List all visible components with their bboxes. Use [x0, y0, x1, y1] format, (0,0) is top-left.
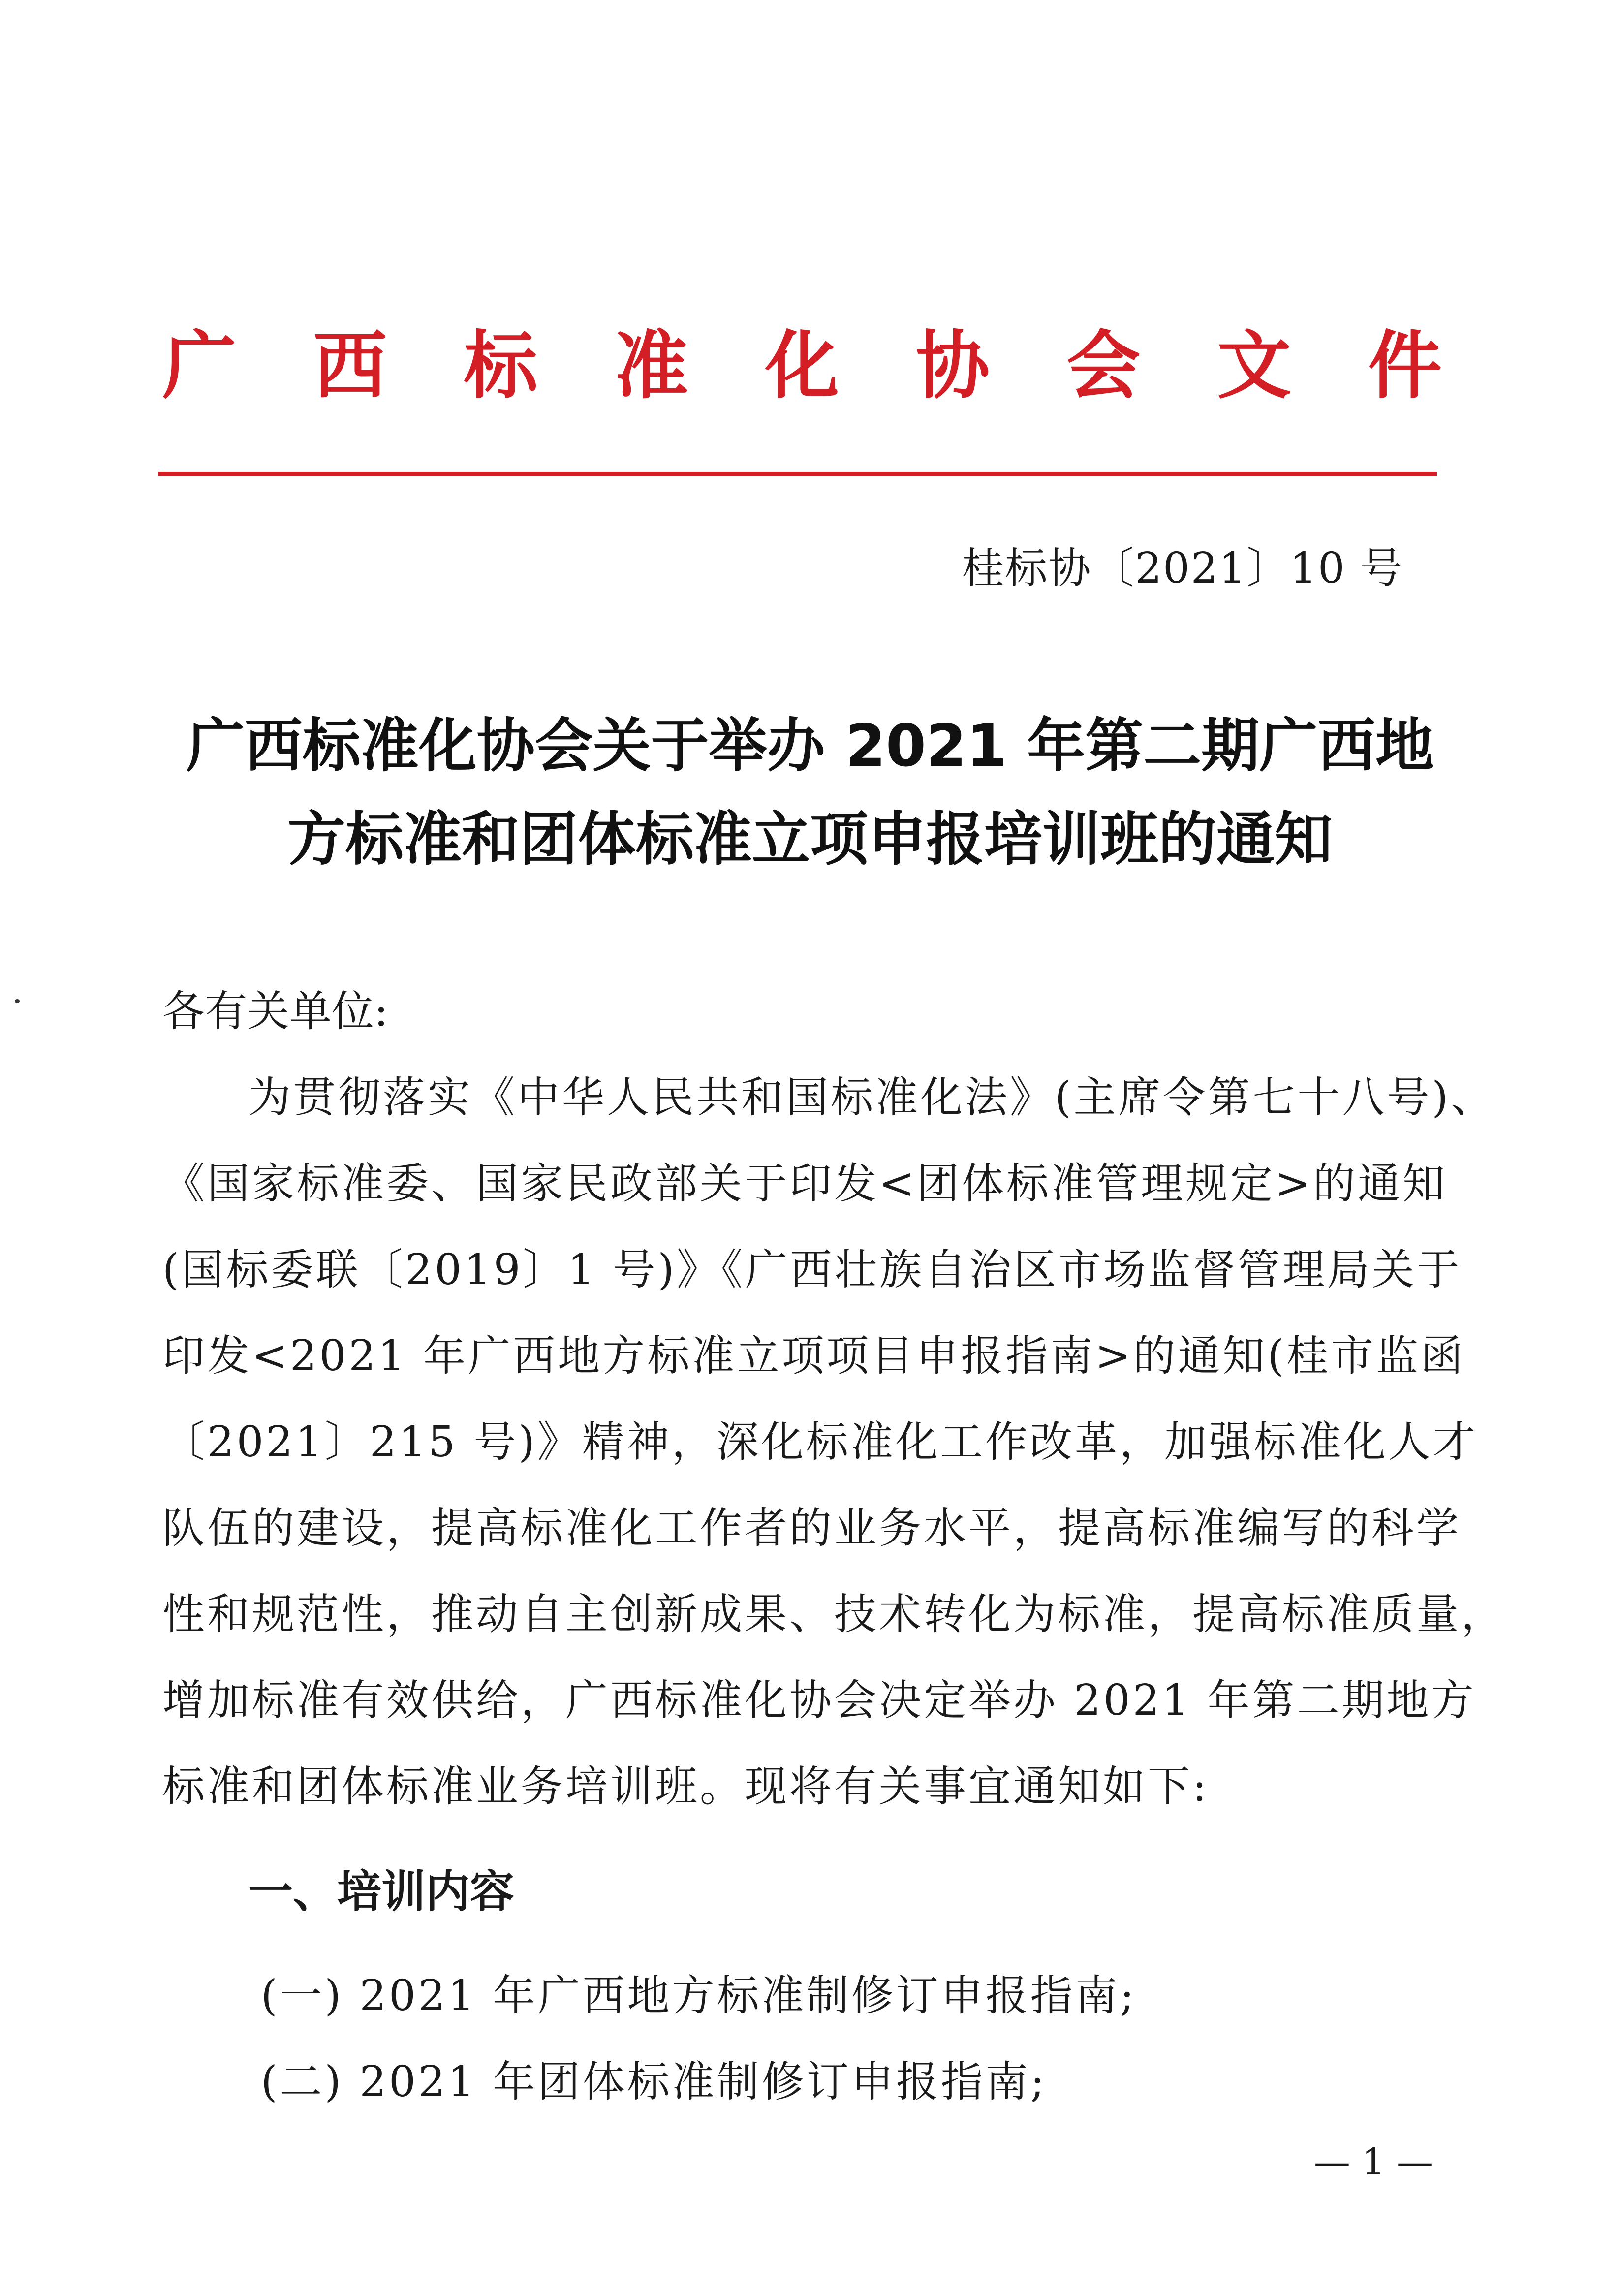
masthead-char: 文 — [1217, 323, 1291, 409]
masthead-char: 准 — [614, 323, 688, 409]
salutation: 各有关单位: — [162, 987, 388, 1036]
body-line: 性和规范性，推动自主创新成果、技术转化为标准，提高标准质量， — [162, 1590, 1506, 1639]
page-number: — 1 — — [1313, 2141, 1433, 2183]
masthead-char: 协 — [916, 323, 990, 409]
masthead-char: 广 — [162, 323, 237, 409]
notice-title-line-2: 方标准和团体标准立项申报培训班的通知 — [287, 805, 1333, 873]
masthead-char: 会 — [1066, 323, 1141, 409]
red-divider-line — [158, 472, 1437, 476]
list-item: (二) 2021 年团体标准制修订申报指南; — [261, 2057, 1047, 2107]
document-number: 桂标协〔2021〕10 号 — [962, 544, 1403, 593]
body-line: 〔2021〕215 号)》精神，深化标准化工作改革，加强标准化人才 — [162, 1417, 1478, 1467]
scan-speck — [15, 999, 20, 1003]
body-line: 为贯彻落实《中华人民共和国标准化法》(主席令第七十八号)、 — [249, 1073, 1496, 1122]
body-line: 《国家标准委、国家民政部关于印发<团体标准管理规定>的通知 — [162, 1159, 1448, 1208]
notice-title-line-1: 广西标准化协会关于举办 2021 年第二期广西地 — [186, 712, 1434, 780]
masthead-org-title — [162, 305, 1442, 413]
list-item: (一) 2021 年广西地方标准制修订申报指南; — [261, 1971, 1137, 2020]
masthead-char: 化 — [765, 323, 839, 409]
body-line: 标准和团体标准业务培训班。现将有关事宜通知如下: — [162, 1762, 1209, 1811]
body-line: 增加标准有效供给，广西标准化协会决定举办 2021 年第二期地方 — [162, 1676, 1476, 1725]
body-line: 印发<2021 年广西地方标准立项项目申报指南>的通知(桂市监函 — [162, 1331, 1465, 1381]
masthead-char: 标 — [464, 323, 538, 409]
masthead-char: 西 — [313, 323, 387, 409]
body-line: 队伍的建设，提高标准化工作者的业务水平，提高标准编写的科学 — [162, 1504, 1461, 1553]
body-line: (国标委联〔2019〕1 号)》《广西壮族自治区市场监督管理局关于 — [162, 1245, 1462, 1294]
masthead-char: 件 — [1368, 323, 1442, 409]
section-heading-training-content: 一、培训内容 — [249, 1866, 514, 1918]
